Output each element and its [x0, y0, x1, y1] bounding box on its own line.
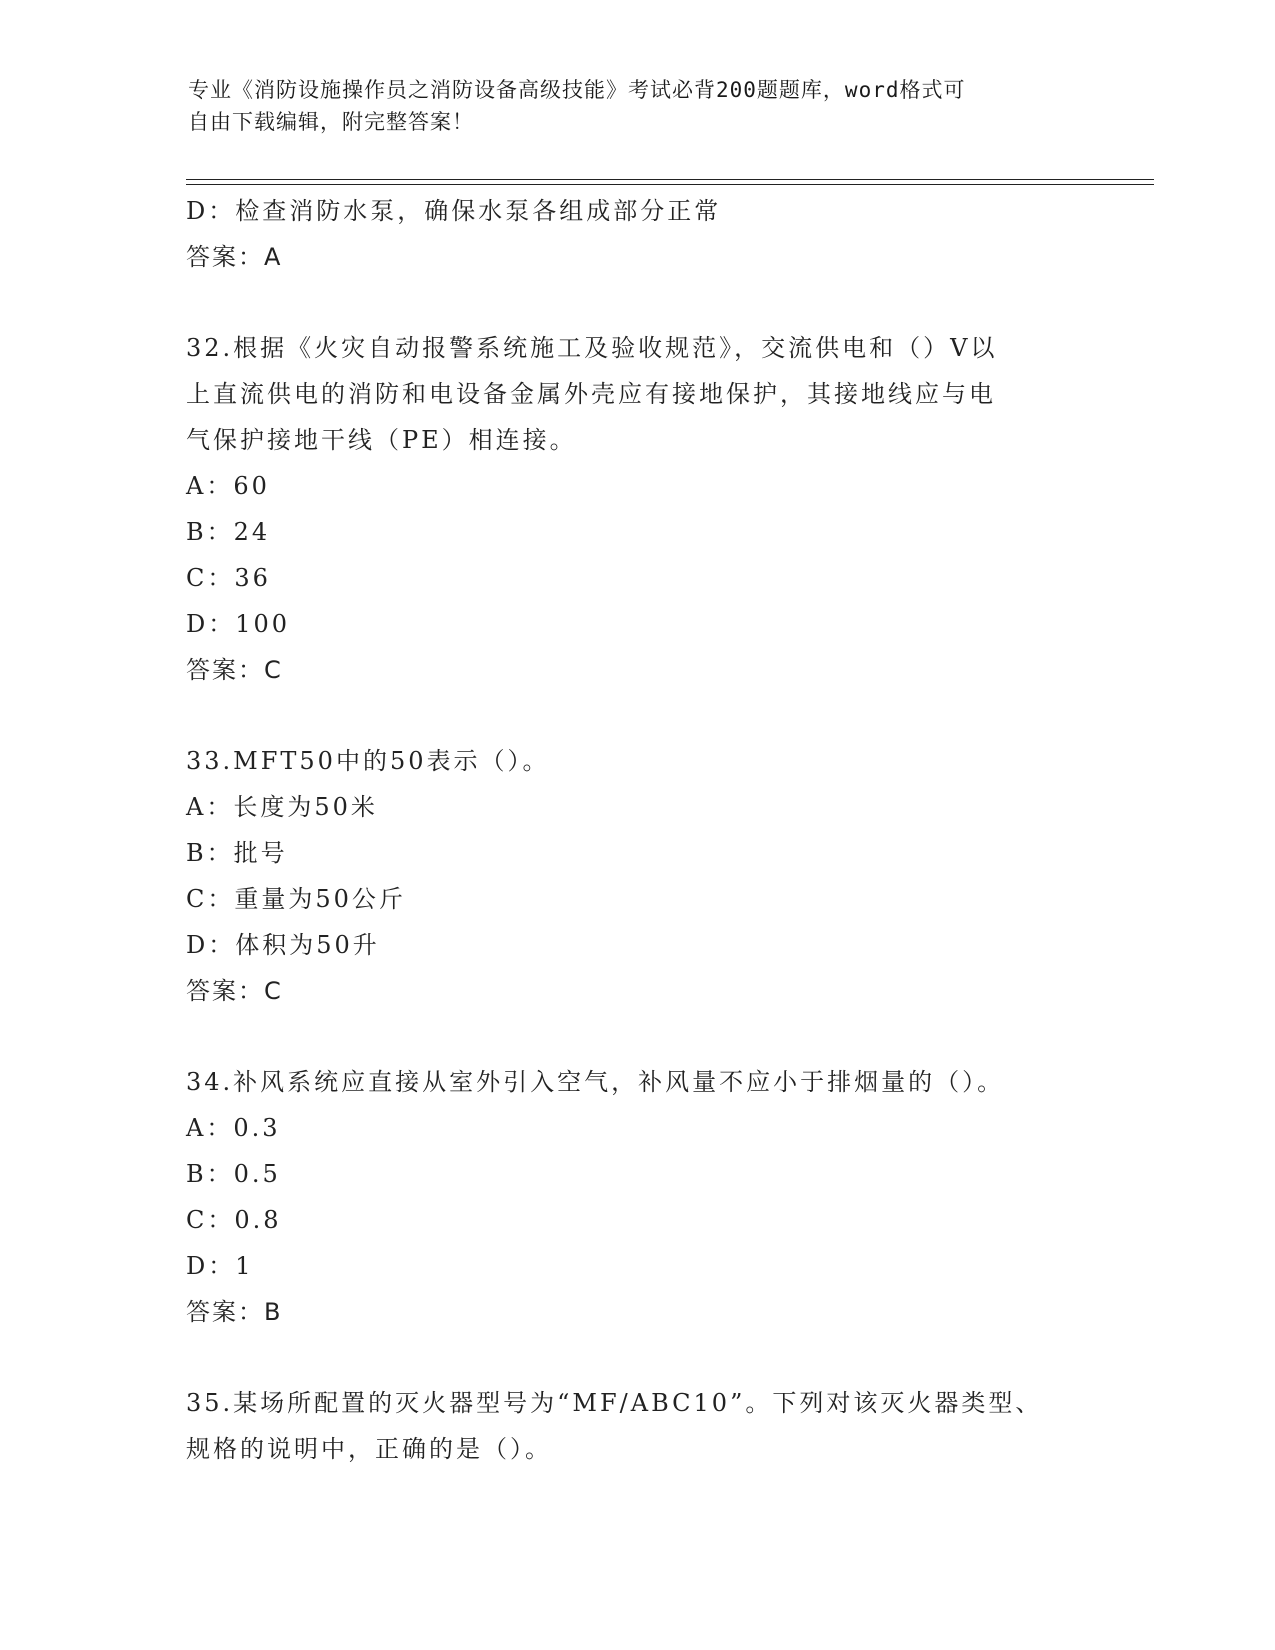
answer-line: 答案：C: [186, 656, 283, 684]
header-title-line-2: 自由下载编辑，附完整答案！: [188, 110, 474, 134]
question-stem-line: 气保护接地干线（PE）相连接。: [186, 426, 577, 454]
question-34: [186, 1059, 1086, 1335]
option-b: B：0.5: [186, 1160, 281, 1188]
spacer: [186, 1335, 1086, 1380]
option-a: A：长度为50米: [186, 793, 378, 821]
question-stem-line: 35.某场所配置的灭火器型号为“MF/ABC10”。下列对该灭火器类型、: [186, 1389, 1043, 1417]
question-list: [186, 188, 1086, 1472]
question-33: [186, 738, 1086, 1014]
spacer: [186, 280, 1086, 325]
question-35: [186, 1380, 1086, 1472]
answer-line: 答案：A: [186, 243, 283, 271]
header-title-line-1: 专业《消防设施操作员之消防设备高级技能》考试必背200题题库，word格式可: [188, 78, 966, 102]
question-stem-line: 33.MFT50中的50表示（）。: [186, 747, 550, 775]
document-header: [188, 74, 1068, 138]
option-d: D：检查消防水泵，确保水泵各组成部分正常: [186, 197, 722, 225]
option-a: A：0.3: [186, 1114, 281, 1142]
option-c: C：重量为50公斤: [186, 885, 406, 913]
option-d: D：100: [186, 610, 291, 638]
answer-line: 答案：B: [186, 1298, 283, 1326]
answer-line: 答案：C: [186, 977, 283, 1005]
option-c: C：0.8: [186, 1206, 282, 1234]
spacer: [186, 1014, 1086, 1059]
question-stem-line: 上直流供电的消防和电设备金属外壳应有接地保护，其接地线应与电: [186, 380, 996, 408]
option-a: A：60: [186, 472, 270, 500]
option-d: D：体积为50升: [186, 931, 380, 959]
option-b: B：24: [186, 518, 271, 546]
option-c: C：36: [186, 564, 271, 592]
question-stem-line: 32.根据《火灾自动报警系统施工及验收规范》，交流供电和（）V以: [186, 334, 998, 362]
header-divider-top: [186, 179, 1154, 180]
header-divider-bottom: [186, 184, 1154, 185]
question-32: [186, 325, 1086, 693]
option-b: B：批号: [186, 839, 288, 867]
question-stem-line: 规格的说明中，正确的是（）。: [186, 1435, 552, 1463]
spacer: [186, 693, 1086, 738]
question-stem-line: 34.补风系统应直接从室外引入空气，补风量不应小于排烟量的（）。: [186, 1068, 1005, 1096]
option-d: D：1: [186, 1252, 254, 1280]
